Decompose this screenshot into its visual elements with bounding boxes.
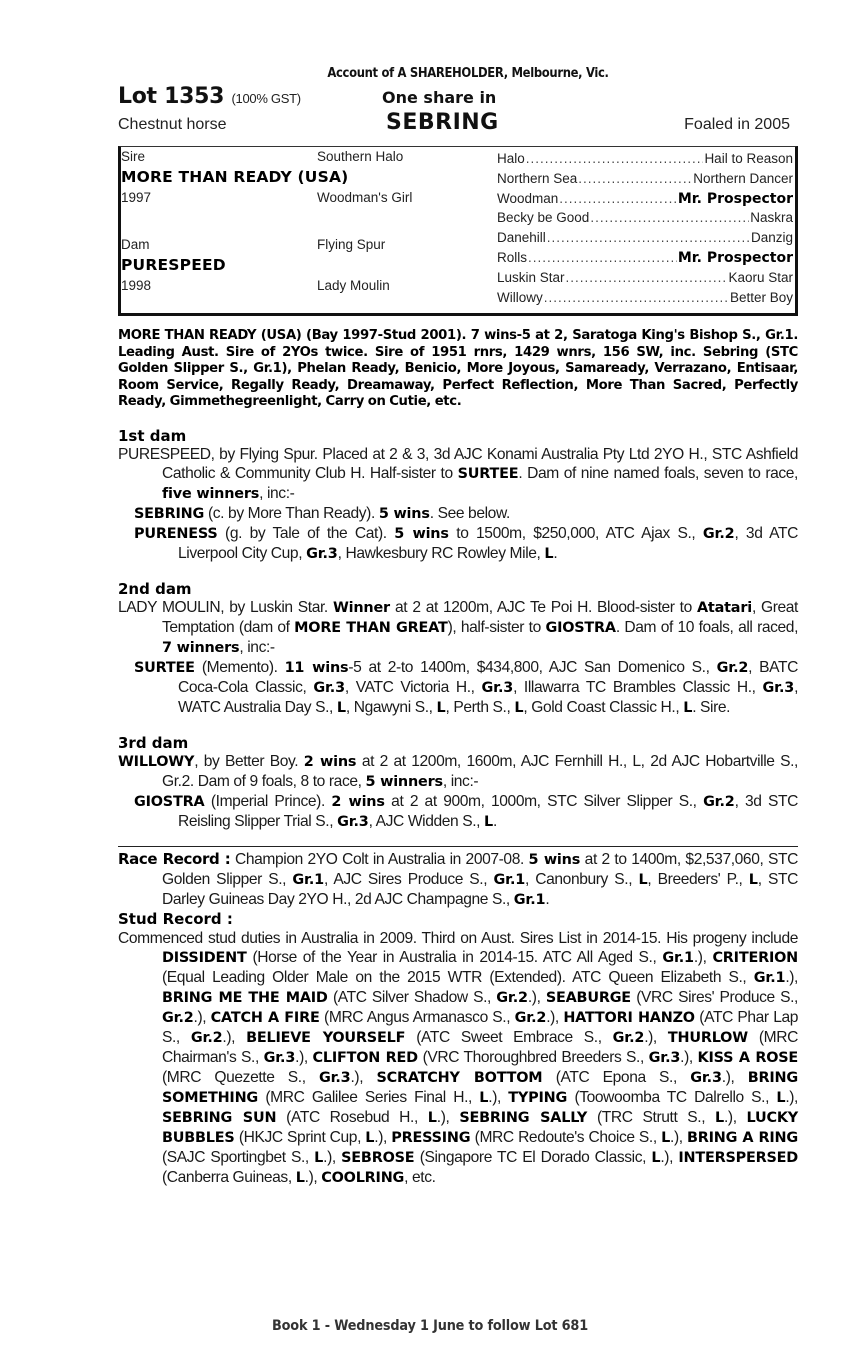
text-run: .), <box>693 948 713 966</box>
bold-text: L <box>436 699 446 716</box>
bold-text: INTERSPERSED <box>678 1149 799 1166</box>
text-run: (Singapore TC El Dorado Classic, <box>414 1148 652 1166</box>
text-run: (c. by More Than Ready). <box>204 504 379 522</box>
bold-text: Gr.1 <box>753 969 786 986</box>
bold-text: Gr.3 <box>648 1049 681 1066</box>
bold-text: CLIFTON RED <box>312 1049 418 1066</box>
text-run: , 3d ATC Liverpool City Cup, <box>178 524 798 562</box>
text-run: .), <box>785 968 798 986</box>
text-run: , inc:- <box>442 772 479 790</box>
text-run: to 1500m, $250,000, ATC Ajax S., <box>448 524 703 542</box>
first-dam-heading: 1st dam <box>118 426 187 445</box>
text-run: (VRC Thoroughbred Breeders S., <box>417 1048 649 1066</box>
bold-text: BRING ME THE MAID <box>162 989 328 1006</box>
text-run: PURESPEED, by Flying Spur. Placed at 2 & 3, 3d AJC Konami Australia Pty Ltd 2YO H., STC Ashfield Catholic & Community Club H. Half-sister to <box>118 445 798 482</box>
text-run: .), <box>350 1068 377 1086</box>
text-run: (MRC Galilee Series Final H., <box>258 1088 480 1106</box>
bold-text: Gr.3 <box>337 813 369 830</box>
dam-sire: Flying Spur <box>317 237 386 252</box>
text-run: (ATC Silver Shadow S., <box>327 988 497 1006</box>
text-run: .), <box>193 1008 211 1026</box>
text-run: , BATC Coca-Cola Classic, <box>178 658 798 696</box>
text-run: . <box>553 544 558 562</box>
bold-text: L <box>314 1149 324 1166</box>
text-run: (Memento). <box>194 658 285 676</box>
text-run: , VATC Victoria H., <box>344 678 482 696</box>
bold-text: L <box>544 545 554 562</box>
text-run: .), <box>304 1168 322 1186</box>
text-run: .), <box>660 1148 679 1166</box>
lot-label: Lot 1353 <box>118 84 225 109</box>
text-run: , inc:- <box>239 638 275 656</box>
bold-text: PRESSING <box>391 1129 471 1146</box>
offering-type: One share in <box>382 88 497 107</box>
text-run: .), <box>785 1088 798 1106</box>
text-run: (HKJC Sprint Cup, <box>234 1128 366 1146</box>
text-run: (Equal Leading Older Male on the 2015 WTR (Extended). ATC Queen Elizabeth S., <box>162 968 754 986</box>
text-run: , Canonbury S., <box>525 870 639 888</box>
lot-number <box>118 84 301 109</box>
text-run: , STC Darley Guineas Day 2YO H., 2d AJC Champagne S., <box>162 870 798 908</box>
bold-text: CATCH A FIRE <box>210 1009 320 1026</box>
text-run: (MRC Angus Armanasco S., <box>319 1008 515 1026</box>
bold-text: 5 wins <box>394 525 449 542</box>
text-run: , Gold Coast Classic H., <box>523 698 684 716</box>
text-run: (ATC Rosebud H., <box>276 1108 428 1126</box>
sire-summary: MORE THAN READY (USA) (Bay 1997-Stud 2001). 7 wins-5 at 2, Saratoga King's Bishop S., Gr.1. Leading Aust. Sire of 2YOs twice. Sire of 1951 rnrs, 1429 wnrs, 156 SW, inc. Sebring (STC Golden Slipper S., Gr.1), Phelan Ready, Benicio, More Joyous, Samaready, Verrazano, Entisaar, Room Service, Regally Ready, Dreamaway, Perfect Reflection, More Than Sacred, Perfectly Ready, Gimmethegreenlight, Carry on Cutie, etc. <box>118 328 798 409</box>
bold-text: Gr.3 <box>318 1069 351 1086</box>
bold-text: Gr.2 <box>702 525 735 542</box>
dam-label: Dam <box>121 237 150 252</box>
bold-text: L <box>365 1129 375 1146</box>
text-run: . <box>545 890 550 908</box>
bold-text: five winners <box>162 485 260 502</box>
bold-text: PURENESS <box>134 525 218 542</box>
bold-text: 5 wins <box>378 505 430 522</box>
bold-text: SEABURGE <box>545 989 631 1006</box>
bold-text: L <box>479 1089 489 1106</box>
bold-text: SURTEE <box>457 465 519 482</box>
second-dam-paragraph <box>118 598 798 658</box>
bold-text: L <box>638 871 648 888</box>
bold-text: SEBROSE <box>341 1149 415 1166</box>
bold-text: Gr.1 <box>292 871 324 888</box>
bold-text: Gr.3 <box>313 679 345 696</box>
third-dam-paragraph <box>118 752 798 792</box>
text-run: at 2 at 1200m, AJC Te Poi H. Blood-sister to <box>389 598 697 616</box>
bold-text: Gr.3 <box>306 545 338 562</box>
bold-text: Gr.2 <box>514 1009 547 1026</box>
horse-name: SEBRING <box>386 110 499 135</box>
text-run: , Great Temptation (dam of <box>162 598 798 636</box>
sire-label: Sire <box>121 149 146 164</box>
text-run: . See below. <box>429 504 510 522</box>
text-run: , Perth S., <box>445 698 515 716</box>
bold-text: BELIEVE YOURSELF <box>246 1029 406 1046</box>
grandparent-row: Luskin Star ..... Kaoru Star <box>497 270 793 290</box>
text-run: at 2 to 1400m, $2,537,060, STC Golden Slipper S., <box>162 850 798 888</box>
bold-text: DISSIDENT <box>162 949 247 966</box>
sire-dam: Woodman's Girl <box>317 190 413 205</box>
bold-text: Gr.3 <box>481 679 514 696</box>
text-run: (MRC Quezette S., <box>162 1068 319 1086</box>
text-run: .), <box>323 1148 342 1166</box>
text-run: , WATC Australia Day S., <box>178 678 799 716</box>
race-record <box>118 850 798 910</box>
text-run: .), <box>644 1028 668 1046</box>
text-run: , inc:- <box>259 484 295 502</box>
bold-text: L <box>484 813 494 830</box>
progeny-entry <box>118 792 798 832</box>
text-run: (Imperial Prince). <box>204 792 332 810</box>
lot-header-row <box>118 84 798 110</box>
progeny-entry <box>118 658 798 718</box>
text-run: .), <box>436 1108 460 1126</box>
stud-record-label: Stud Record : <box>118 909 233 928</box>
bold-text: WILLOWY <box>118 753 195 770</box>
bold-text: Gr.3 <box>762 679 795 696</box>
bold-text: L <box>715 1109 724 1126</box>
text-run: -5 at 2-to 1400m, $434,800, AJC San Domenico S., <box>348 658 717 676</box>
grandparent-row: Woodman ..... Mr. Prospector <box>497 191 793 211</box>
colour-sex: Chestnut horse <box>118 116 227 133</box>
bold-text: L <box>336 699 346 716</box>
text-run: . <box>493 812 497 830</box>
bold-text: Gr.1 <box>662 949 694 966</box>
text-run: .), <box>546 1008 564 1026</box>
text-run: .), <box>670 1128 687 1146</box>
text-run: (TRC Strutt S., <box>587 1108 716 1126</box>
text-run: , by Better Boy. <box>194 752 304 770</box>
bold-text: BRING SOMETHING <box>162 1069 798 1106</box>
second-dam-heading: 2nd dam <box>118 579 192 598</box>
bold-text: SURTEE <box>134 659 195 676</box>
grandparent-row: Rolls ..... Mr. Prospector <box>497 250 793 270</box>
bold-text: L <box>776 1089 786 1106</box>
bold-text: 2 wins <box>331 793 385 810</box>
text-run: (VRC Sires' Produce S., <box>630 988 798 1006</box>
bold-text: 11 wins <box>284 659 349 676</box>
bold-text: 5 winners <box>365 773 443 790</box>
text-run: at 2 at 900m, 1000m, STC Silver Slipper S., <box>384 792 704 810</box>
text-run: (ATC Phar Lap S., <box>162 1008 799 1046</box>
bold-text: Winner <box>332 599 390 616</box>
text-run: (MRC Chairman's S., <box>162 1028 798 1066</box>
text-run: .), <box>721 1068 748 1086</box>
text-run: (ATC Epona S., <box>542 1068 691 1086</box>
bold-text: MORE THAN GREAT <box>294 619 448 636</box>
catalogue-page <box>118 62 798 1188</box>
dam-year: 1998 <box>121 278 152 293</box>
text-run: , AJC Sires Produce S., <box>323 870 494 888</box>
bold-text: L <box>661 1129 671 1146</box>
text-run: (Toowoomba TC Dalrello S., <box>567 1088 777 1106</box>
text-run: ), half-sister to <box>447 618 546 636</box>
text-run: , etc. <box>404 1168 436 1186</box>
text-run: .), <box>680 1048 698 1066</box>
bold-text: Gr.3 <box>263 1049 296 1066</box>
text-run: , Hawkesbury RC Rowley Mile, <box>337 544 545 562</box>
text-run: (g. by Tale of the Cat). <box>217 524 395 542</box>
text-run: , Ngawyni S., <box>345 698 437 716</box>
text-run: , Breeders' P., <box>647 870 749 888</box>
bold-text: Gr.2 <box>612 1029 645 1046</box>
bold-text: TYPING <box>508 1089 568 1106</box>
bold-text: SEBRING SALLY <box>459 1109 588 1126</box>
sire-name: MORE THAN READY (USA) <box>121 168 349 186</box>
bold-text: HATTORI HANZO <box>563 1009 695 1026</box>
progeny-entry <box>118 504 798 524</box>
text-run: (Horse of the Year in Australia in 2014-15. ATC All Aged S., <box>246 948 663 966</box>
text-run: .), <box>222 1028 247 1046</box>
text-run: .), <box>527 988 546 1006</box>
text-run: at 2 at 1200m, 1600m, AJC Fernhill H., L, 2d AJC Hobartville S., Gr.2. Dam of 9 foals, 8 to race, <box>162 752 798 790</box>
gst-note: (100% GST) <box>231 91 301 106</box>
grandparent-row: Northern Sea ..... Northern Dancer <box>497 171 793 191</box>
bold-text: 2 wins <box>303 753 357 770</box>
vendor-account: Account of A SHAREHOLDER, Melbourne, Vic. <box>327 65 609 81</box>
bold-text: Atatari <box>697 599 752 616</box>
first-dam-paragraph <box>118 445 798 504</box>
bold-text: L <box>748 871 758 888</box>
pedigree-table <box>118 146 798 316</box>
text-run: (MRC Redoute's Choice S., <box>470 1128 662 1146</box>
text-run: . Sire. <box>692 698 731 716</box>
bold-text: Gr.1 <box>493 871 526 888</box>
bold-text: Gr.3 <box>690 1069 722 1086</box>
bold-text: L <box>683 699 693 716</box>
text-run: . Dam of nine named foals, seven to race, <box>518 464 798 482</box>
dam-dam: Lady Moulin <box>317 278 390 293</box>
sire-sire: Southern Halo <box>317 149 404 164</box>
bold-text: THURLOW <box>667 1029 748 1046</box>
text-run: , AJC Widden S., <box>368 812 485 830</box>
text-run: (SAJC Sportingbet S., <box>162 1148 315 1166</box>
horse-header-row <box>118 110 798 140</box>
dam-name: PURESPEED <box>121 256 226 274</box>
grandparent-row: Danehill ..... Danzig <box>497 230 793 250</box>
grandparent-row: Becky be Good ..... Naskra <box>497 210 793 230</box>
sire-year: 1997 <box>121 190 152 205</box>
race-record-label: Race Record : <box>118 849 231 868</box>
stud-record <box>118 929 798 1188</box>
text-run: LADY MOULIN, by Luskin Star. <box>118 598 333 616</box>
bold-text: SCRATCHY BOTTOM <box>376 1069 543 1086</box>
text-run: Champion 2YO Colt in Australia in 2007-08. <box>230 850 529 868</box>
bold-text: Gr.2 <box>496 989 528 1006</box>
text-run: .), <box>374 1128 392 1146</box>
bold-text: BRING A RING <box>687 1129 799 1146</box>
page-footer: Book 1 - Wednesday 1 June to follow Lot 681 <box>272 1318 588 1334</box>
bold-text: L <box>295 1169 305 1186</box>
bold-text: KISS A ROSE <box>697 1049 799 1066</box>
bold-text: Gr.2 <box>190 1029 223 1046</box>
bold-text: SEBRING SUN <box>162 1109 277 1126</box>
bold-text: 7 winners <box>162 639 240 656</box>
text-run: .), <box>295 1048 313 1066</box>
bold-text: L <box>427 1109 437 1126</box>
section-divider <box>118 846 798 847</box>
text-run: .), <box>724 1108 747 1126</box>
bold-text: COOLRING <box>321 1169 405 1186</box>
text-run: . Dam of 10 foals, all raced, <box>615 618 799 636</box>
bold-text: Gr.1 <box>513 891 546 908</box>
text-run: Commenced stud duties in Australia in 2009. Third on Aust. Sires List in 2014-15. His progeny include <box>118 929 798 947</box>
bold-text: L <box>651 1149 661 1166</box>
bold-text: LUCKY BUBBLES <box>162 1109 799 1146</box>
grandparent-row: Halo ..... Hail to Reason <box>497 151 793 171</box>
grandparent-row: Willowy ..... Better Boy <box>497 290 793 310</box>
bold-text: Gr.2 <box>162 1009 194 1026</box>
bold-text: 5 wins <box>528 851 581 868</box>
bold-text: GIOSTRA <box>545 619 616 636</box>
progeny-entry <box>118 524 798 564</box>
third-dam-heading: 3rd dam <box>118 733 189 752</box>
foaled-year: Foaled in 2005 <box>684 116 790 133</box>
grandparents-column <box>497 151 793 309</box>
text-run: .), <box>488 1088 509 1106</box>
bold-text: SEBRING <box>134 505 205 522</box>
text-run: (Canberra Guineas, <box>162 1168 296 1186</box>
text-run: , 3d STC Reisling Slipper Trial S., <box>178 792 798 830</box>
text-run: , Illawarra TC Brambles Classic H., <box>513 678 763 696</box>
bold-text: GIOSTRA <box>134 793 205 810</box>
bold-text: Gr.2 <box>716 659 749 676</box>
text-run: (ATC Sweet Embrace S., <box>405 1028 613 1046</box>
bold-text: L <box>514 699 524 716</box>
bold-text: Gr.2 <box>703 793 735 810</box>
bold-text: CRITERION <box>712 949 798 966</box>
